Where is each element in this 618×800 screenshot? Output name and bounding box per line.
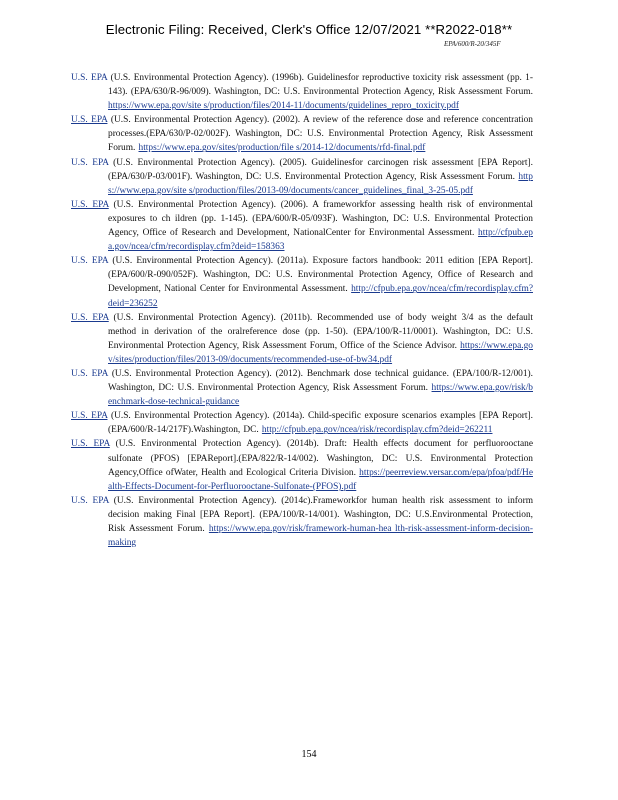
- reference-author: U.S. EPA: [71, 411, 108, 422]
- reference-text: (U.S. Environmental Protection Agency). (1996b). Guidelinesfor reproductive toxicity risk assessment (pp. 1-143). (EPA/630/R-96/009). Washington, DC: U.S. Environmental Protection Agency, Risk Assessment Forum.: [108, 73, 533, 98]
- reference-link[interactable]: https://www.epa.gov/sites/production/file s/2014-12/documents/rfd-final.pdf: [138, 143, 426, 154]
- filing-header: Electronic Filing: Received, Clerk's Office 12/07/2021 **R2022-018**: [105, 22, 513, 37]
- reference-entry: [71, 198, 533, 254]
- reference-author: U.S. EPA: [71, 256, 109, 267]
- reference-text: (U.S. Environmental Protection Agency). (2011b). Recommended use of body weight 3/4 as the default method in derivation of the oralreference dose (pp. 1-50). (EPA/100/R-11/0001). Washington, DC: U.S. Environmental Protection Agency, Risk Assessment Forum, Office of the Science Advisor.: [108, 312, 533, 351]
- reference-text: (U.S. Environmental Protection Agency). (2014c).Frameworkfor human health risk assessment to inform decision making Final [EPA Report]. (EPA/100/R-14/001). Washington, DC: U.S.Environmental Protection, Risk Assessment Forum.: [108, 495, 533, 534]
- reference-link[interactable]: http://cfpub.epa.gov/ncea/cfm/recordisplay.cfm?deid=236252: [108, 284, 533, 309]
- reference-link[interactable]: http://cfpub.epa.gov/ncea/cfm/recordisplay.cfm?deid=158363: [108, 228, 533, 253]
- reference-text: (U.S. Environmental Protection Agency). (2014a). Child-specific exposure scenarios examples [EPA Report].(EPA/600/R-14/217F).Washington, DC.: [108, 411, 533, 436]
- reference-author: U.S. EPA: [71, 439, 110, 450]
- reference-link[interactable]: https://www.epa.gov/site s/production/files/2014-11/documents/guidelines_repro_toxicity.pdf: [108, 101, 459, 112]
- reference-author: U.S. EPA: [71, 368, 108, 379]
- reference-link[interactable]: https://www.epa.gov/risk/benchmark-dose-technical-guidance: [108, 383, 533, 408]
- reference-author: U.S. EPA: [71, 115, 108, 126]
- reference-entry: [71, 367, 533, 409]
- page-number: 154: [301, 749, 317, 760]
- reference-entry: [71, 437, 533, 493]
- reference-text: (U.S. Environmental Protection Agency). (2011a). Exposure factors handbook: 2011 edition [EPA Report]. (EPA/600/R-090/052F). Washington, DC: U.S. Environmental Protection Agency, Office of Research and Development, National Center for Environmental Assessment.: [108, 256, 533, 295]
- reference-entry: [71, 494, 533, 550]
- reference-author: U.S. EPA: [71, 199, 109, 210]
- reference-link[interactable]: https://peerreview.versar.com/epa/pfoa/pdf/Health-Effects-Document-for-Perfluorooctane-Sulfonate-(PFOS).pdf: [108, 467, 533, 492]
- reference-author: U.S. EPA: [71, 157, 109, 168]
- reference-author: U.S. EPA: [71, 495, 109, 506]
- reference-entry: [71, 113, 533, 155]
- reference-entry: [71, 156, 533, 198]
- reference-link[interactable]: http://cfpub.epa.gov/ncea/risk/recordisplay.cfm?deid=262211: [261, 425, 493, 436]
- reference-link[interactable]: https://www.epa.gov/site s/production/files/2013-09/documents/cancer_guidelines_final_3-25-05.pdf: [108, 171, 533, 196]
- reference-text: (U.S. Environmental Protection Agency). (2006). A frameworkfor assessing health risk of environmental exposures to ch ildren (pp. 1-145). (EPA/600/R-05/093F). Washington, DC: U.S. Environmental Protection Agency, Office of Research and Development, NationalCenter for Environmental Assessment.: [108, 199, 533, 239]
- reference-link[interactable]: https://www.epa.gov/risk/framework-human-hea lth-risk-assessment-inform-decision-making: [108, 524, 533, 549]
- reference-entry: [71, 409, 533, 437]
- reference-entry: [71, 254, 533, 310]
- reference-list: [71, 71, 533, 550]
- reference-entry: [71, 71, 533, 113]
- reference-link[interactable]: https://www.epa.gov/sites/production/files/2013-09/documents/recommended-use-of-bw34.pdf: [108, 340, 533, 365]
- reference-author: U.S. EPA: [71, 73, 108, 83]
- reference-text: (U.S. Environmental Protection Agency). (2014b). Draft: Health effects document for perfluorooctane sulfonate (PFOS) [EPAReport].(EPA/822/R-14/002). Washington, DC: U.S. Environmental Protection Agency,Office ofWater, Health and Ecological Criteria Division.: [108, 439, 533, 478]
- reference-text: (U.S. Environmental Protection Agency). (2005). Guidelinesfor carcinogen risk assessment [EPA Report]. (EPA/630/P-03/001F). Washington, DC: U.S. Environmental Protection Agency, Risk Assessment Forum.: [108, 157, 533, 182]
- document-id: EPA/600/R-20/345F: [444, 40, 501, 48]
- reference-author: U.S. EPA: [71, 312, 109, 323]
- reference-text: (U.S. Environmental Protection Agency). (2012). Benchmark dose technical guidance. (EPA/100/R-12/001). Washington, DC: U.S. Environmental Protection Agency, Risk Assessment Forum.: [108, 368, 533, 394]
- reference-text: (U.S. Environmental Protection Agency). (2002). A review of the reference dose and reference concentration processes.(EPA/630/P-02/002F). Washington, DC: U.S. Environmental Protection Agency, Risk Assessment Forum.: [108, 115, 533, 154]
- reference-entry: [71, 311, 533, 367]
